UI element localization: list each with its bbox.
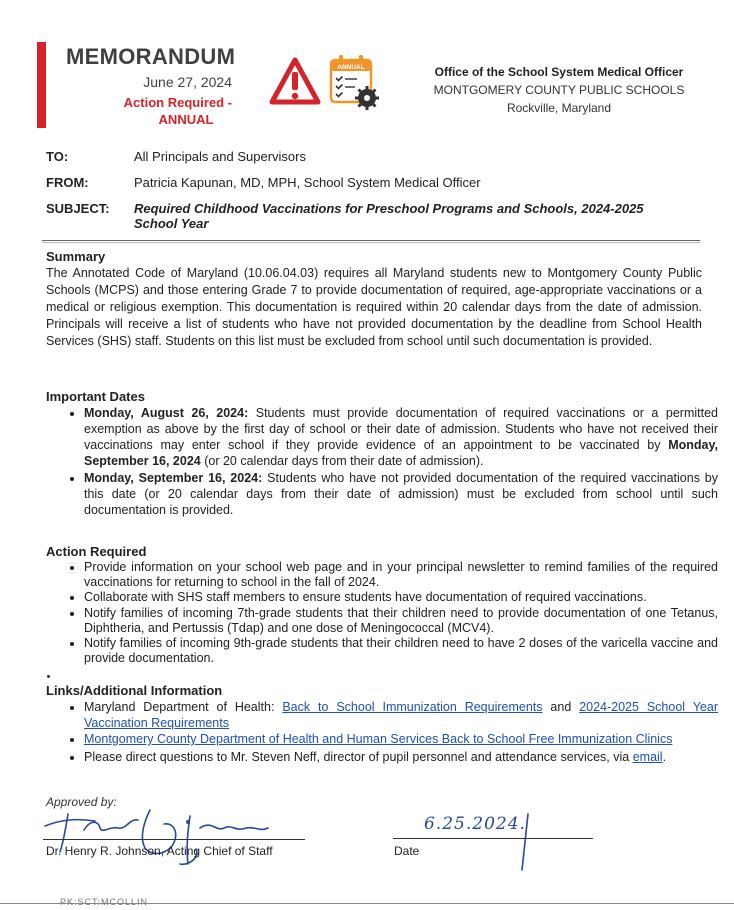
date-item-2-date: Monday, September 16, 2024: <box>84 471 263 485</box>
memo-date: June 27, 2024 <box>143 74 232 90</box>
link-item-3-prefix: Please direct questions to Mr. Steven Neff, director of pupil personnel and attendance services, via <box>84 749 633 764</box>
date-item-1-text: Students must provide documentation of required vaccinations or a permitted exemption as above by the first day of school or their date of admission. Students who have not received their vaccinations may enter school if they provide evidence of an appointment to be vaccinated by <box>84 406 718 452</box>
action-item: • Collaborate with SHS staff members to ensure students have documentation of required vaccinations. <box>84 590 718 605</box>
summary-heading: Summary <box>46 249 106 264</box>
cutoff-footer-label: PK:SCT:MCOLLIN <box>60 897 149 907</box>
annual-icon-label: ANNUAL <box>337 64 365 71</box>
date-item-1-date: Monday, August 26, 2024: <box>84 406 249 420</box>
district-name: MONTGOMERY COUNTY PUBLIC SCHOOLS <box>433 83 685 97</box>
office-name: Office of the School System Medical Officer <box>434 65 684 79</box>
summary-text: The Annotated Code of Maryland (10.06.04.03) requires all Maryland students new to Montgomery County Public Schools (MCPS) and those entering Grade 7 to provide documentation of required, age-appropriate vaccinations or a medical or religious exemption. This documentation is required within 20 calendar days from the date of admission. Principals will receive a list of students who have not provided documentation by the deadline from School Health Services (SHS) staff. Students on this list must be excluded from school until such documentation is provided. <box>46 266 702 348</box>
stray-mark <box>47 675 50 678</box>
action-item: • Notify families of incoming 9th-grade students that their children need to have 2 doses of the varicella vaccine and provide documentation. <box>84 636 718 666</box>
action-item: • Notify families of incoming 7th-grade students that their children need to provide documentation of one Tetanus, Diphtheria, and Pertussis (Tdap) and one dose of Meningococcal (MCV4). <box>84 606 718 636</box>
link-item-3-suffix: . <box>662 749 667 764</box>
date-flourish <box>410 810 570 872</box>
action-required-list <box>68 560 718 666</box>
annual-calendar-icon <box>329 54 379 110</box>
warning-triangle-icon <box>270 57 320 107</box>
date-item-1-tail: (or 20 calendar days from their date of admission). <box>200 454 484 468</box>
vaccination-requirements-link[interactable]: 2024-2025 School Year Vaccination Requirements <box>84 700 718 730</box>
subject-value: Required Childhood Vaccinations for Preschool Programs and Schools, 2024-2025 School Year <box>134 201 644 231</box>
cutoff-footer-text <box>60 897 200 910</box>
action-line-1: Action Required - <box>123 95 232 110</box>
link-item-1-prefix: Maryland Department of Health: <box>84 700 283 714</box>
action-item: • Provide information on your school web page and in your principal newsletter to remind families of the required vaccinations for returning to school in the fall of 2024. <box>84 560 718 590</box>
handwritten-date: 6.25.2024. <box>424 814 526 834</box>
link-item-1 <box>84 700 718 731</box>
date-line <box>393 838 593 839</box>
to-label: TO: <box>46 149 69 164</box>
date-item-2-text: Students who have not provided documentation of the required vaccinations by this date (or 20 calendar days from their date of admission) must be excluded from school until such documentation is provided. <box>84 471 719 517</box>
link-item-3 <box>84 750 718 766</box>
from-label: FROM: <box>46 175 89 190</box>
date-item-1 <box>84 405 718 469</box>
to-value: All Principals and Supervisors <box>134 149 306 164</box>
date-item-2 <box>84 470 718 518</box>
handwritten-signature <box>40 806 280 876</box>
office-location: Rockville, Maryland <box>506 101 612 115</box>
date-label: Date <box>394 844 420 858</box>
subject-label: SUBJECT: <box>46 201 110 216</box>
back-to-school-requirements-link[interactable]: Back to School Immunization Requirements <box>282 700 543 714</box>
action-line-2: ANNUAL <box>158 112 214 127</box>
free-immunization-clinics-link[interactable]: Montgomery County Department of Health and Human Services Back to School Free Immunization Clinics <box>84 732 673 746</box>
header-divider <box>42 240 700 243</box>
links-list <box>68 700 718 765</box>
memo-title: MEMORANDUM <box>66 44 236 69</box>
signature-line <box>43 839 305 840</box>
from-value: Patricia Kapunan, MD, MPH, School System Medical Officer <box>134 175 481 190</box>
link-item-2 <box>84 732 718 748</box>
important-dates-heading: Important Dates <box>46 389 145 404</box>
red-accent-bar <box>37 42 46 128</box>
date-item-1-deadline: Monday, September 16, 2024 <box>84 438 718 468</box>
links-heading: Links/Additional Information <box>46 683 223 698</box>
action-required-heading: Action Required <box>46 544 147 559</box>
email-link[interactable]: email <box>632 749 663 764</box>
office-block <box>430 63 688 117</box>
approved-by-label: Approved by: <box>46 795 117 809</box>
signer-name: Dr. Henry R. Johnson, Acting Chief of Staff <box>46 844 273 858</box>
link-item-1-middle: and <box>542 700 580 714</box>
action-required-label <box>100 94 232 128</box>
important-dates-list <box>68 405 718 519</box>
